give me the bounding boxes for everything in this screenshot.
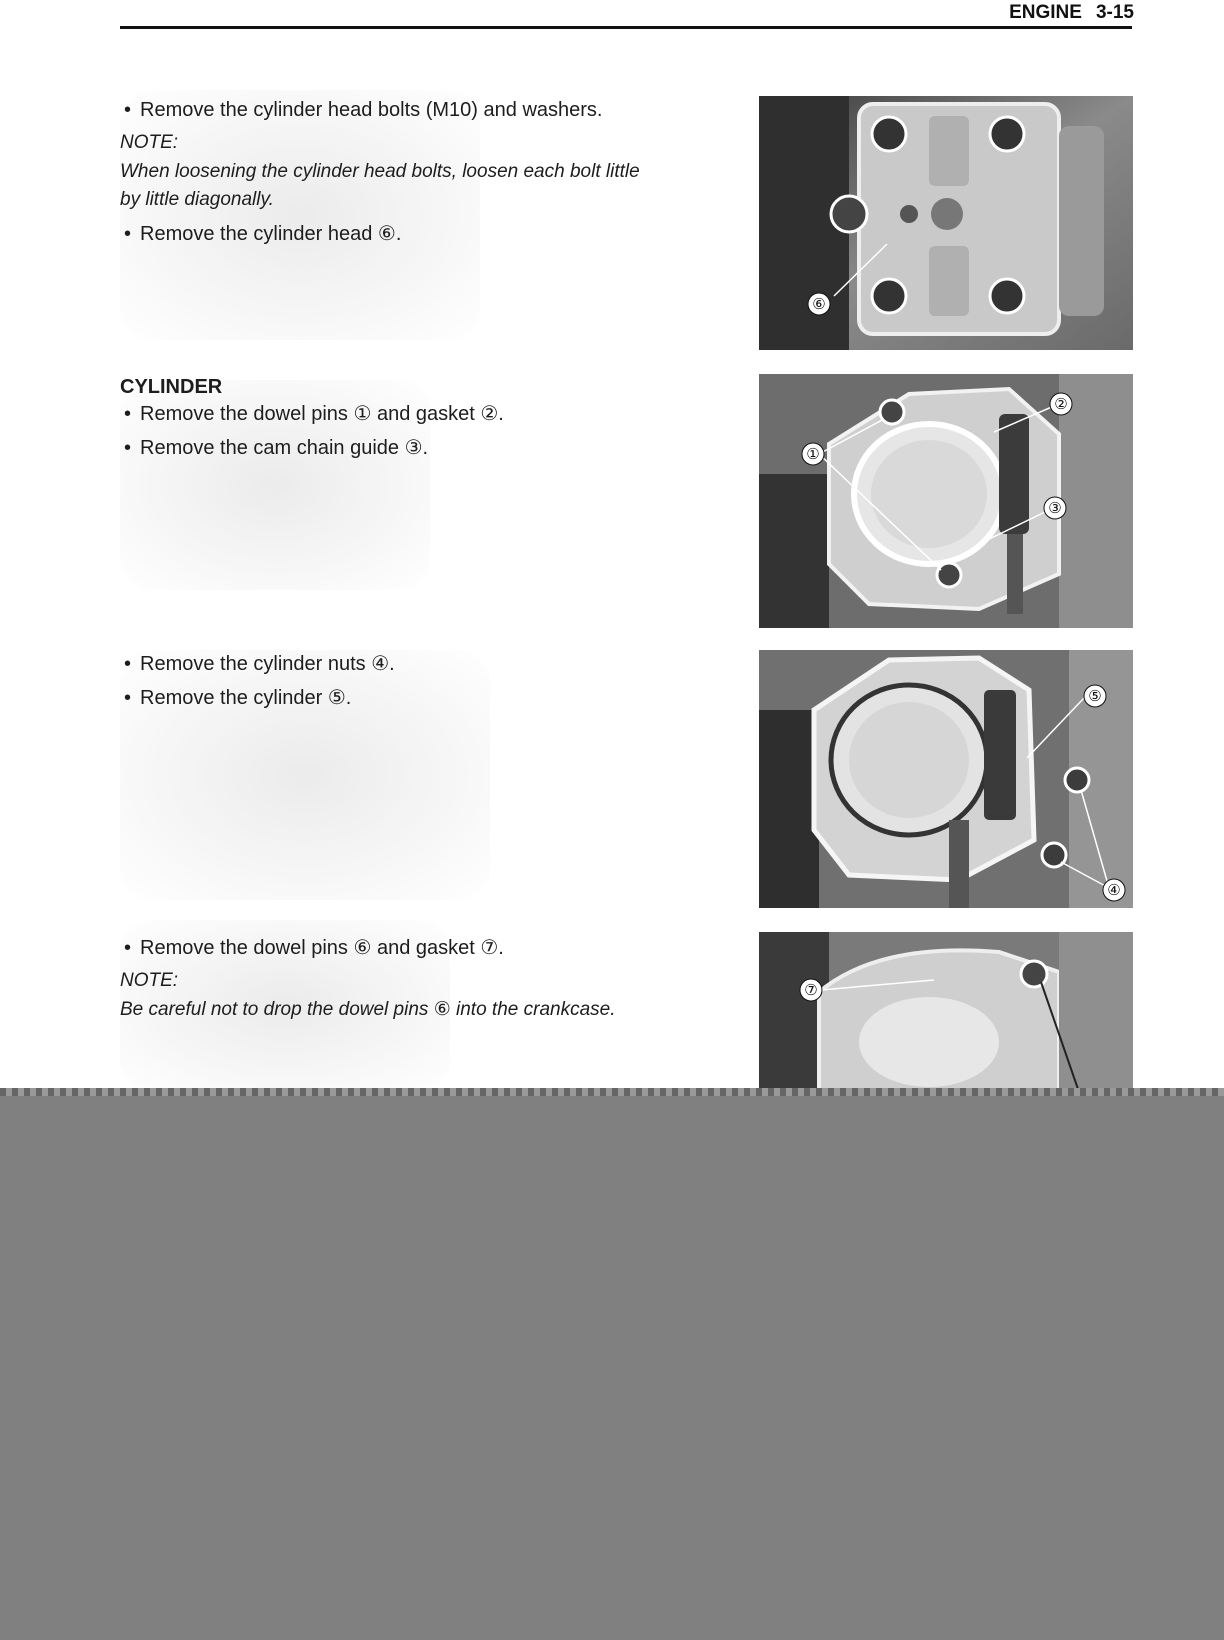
cylinder-head-block <box>120 96 740 254</box>
note-label: NOTE: <box>120 132 179 153</box>
step-remove-cam-chain-guide: • Remove the cam chain guide ③. <box>124 434 740 462</box>
header-rule <box>120 26 1132 29</box>
photo2-callout-2: ② <box>1054 395 1068 413</box>
note-line-2: by little diagonally. <box>120 189 274 210</box>
photo2-callout-3: ③ <box>1048 499 1062 517</box>
note-label-2: NOTE: <box>120 970 179 991</box>
photo1-callout-6: ⑥ <box>812 295 826 313</box>
section-title-cylinder: CYLINDER <box>120 376 223 398</box>
step-remove-cylinder: • Remove the cylinder ⑤. <box>124 684 740 712</box>
step-remove-cylinder-nuts: • Remove the cylinder nuts ④. <box>124 650 740 678</box>
note-line-1: When loosening the cylinder head bolts, loosen each bolt little <box>120 161 640 182</box>
photo2-callout-1: ① <box>806 445 820 463</box>
page-header <box>995 2 1134 24</box>
dowel-pins-block <box>120 934 760 1030</box>
header-page-number: 3-15 <box>1095 2 1134 23</box>
step-remove-head-bolts: • Remove the cylinder head bolts (M10) and washers. <box>124 96 740 124</box>
note-line <box>120 158 740 214</box>
photo3-callout-4: ④ <box>1107 881 1121 899</box>
photo-cylinder-head <box>759 96 1133 350</box>
photo-crankcase-dowel-pins <box>759 932 1133 1092</box>
header-section: ENGINE <box>1009 2 1082 23</box>
photo-cylinder-nuts <box>759 650 1133 908</box>
photo4-callout-7: ⑦ <box>804 981 818 999</box>
step-remove-dowel-pins-gasket-7: • Remove the dowel pins ⑥ and gasket ⑦. <box>124 934 760 962</box>
scan-edge-strip <box>0 1088 1224 1096</box>
step-remove-cylinder-head: • Remove the cylinder head ⑥. <box>124 220 740 248</box>
cylinder-section-block <box>120 374 740 468</box>
photo3-callout-5: ⑤ <box>1088 687 1102 705</box>
cylinder-nuts-block <box>120 650 740 718</box>
step-remove-dowel-pins-gasket: • Remove the dowel pins ① and gasket ②. <box>124 400 740 428</box>
photo-dowel-pins-gasket <box>759 374 1133 628</box>
note-text-2: Be careful not to drop the dowel pins ⑥ into the crankcase. <box>120 999 616 1020</box>
